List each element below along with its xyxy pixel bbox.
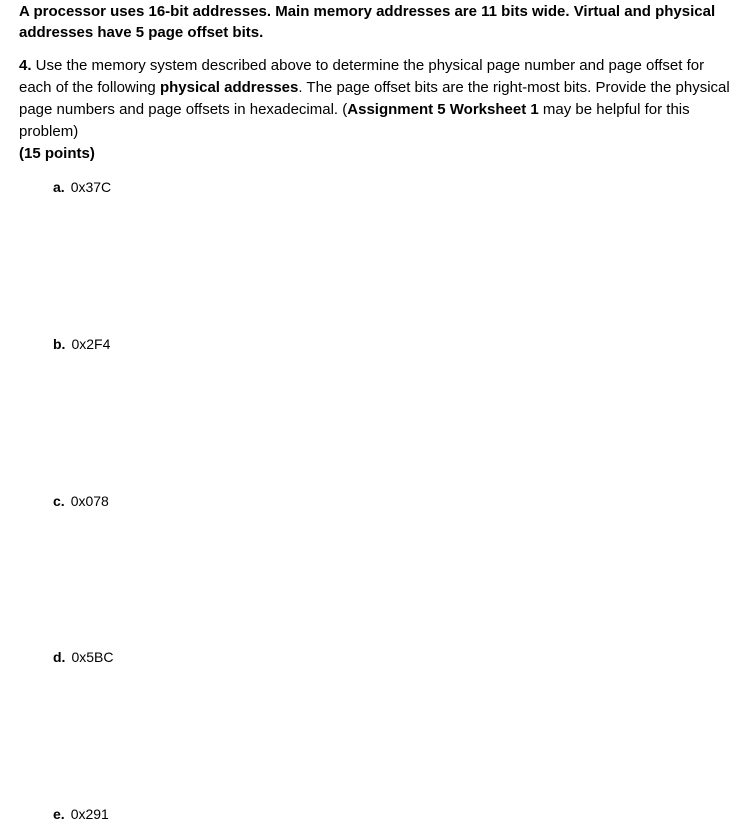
item-address: 0x2F4 [71,336,111,352]
item-address: 0x291 [70,806,109,822]
item-e [53,805,109,823]
question-number: 4. [19,57,32,74]
question-bold-phrase: physical addresses [159,79,299,96]
item-letter: e. [53,806,65,822]
item-a [53,178,111,196]
item-letter: c. [53,493,65,509]
question-text-part2: . The page offset bits are the right-most bits. Provide the physical page numbers and page offsets in hexadecimal. ( [19,79,730,118]
question-text-part1: Use the memory system described above to determine the physical page number and page offset for each of the following [19,57,705,96]
item-d [53,648,113,666]
item-letter: b. [53,336,66,352]
question-points: (15 points) [19,145,95,162]
question-text-part3: may be helpful for this problem) [19,101,690,140]
question-reference: Assignment 5 Worksheet 1 [347,101,539,118]
item-c [53,492,109,510]
item-letter: d. [53,649,66,665]
item-b [53,335,110,353]
item-letter: a. [53,179,65,195]
item-address: 0x37C [70,179,112,195]
intro-paragraph: A processor uses 16-bit addresses. Main memory addresses are 11 bits wide. Virtual and physical addresses have 5 page offset bits. [19,3,716,41]
item-address: 0x5BC [71,649,114,665]
question-4 [19,55,731,165]
item-address: 0x078 [70,493,109,509]
